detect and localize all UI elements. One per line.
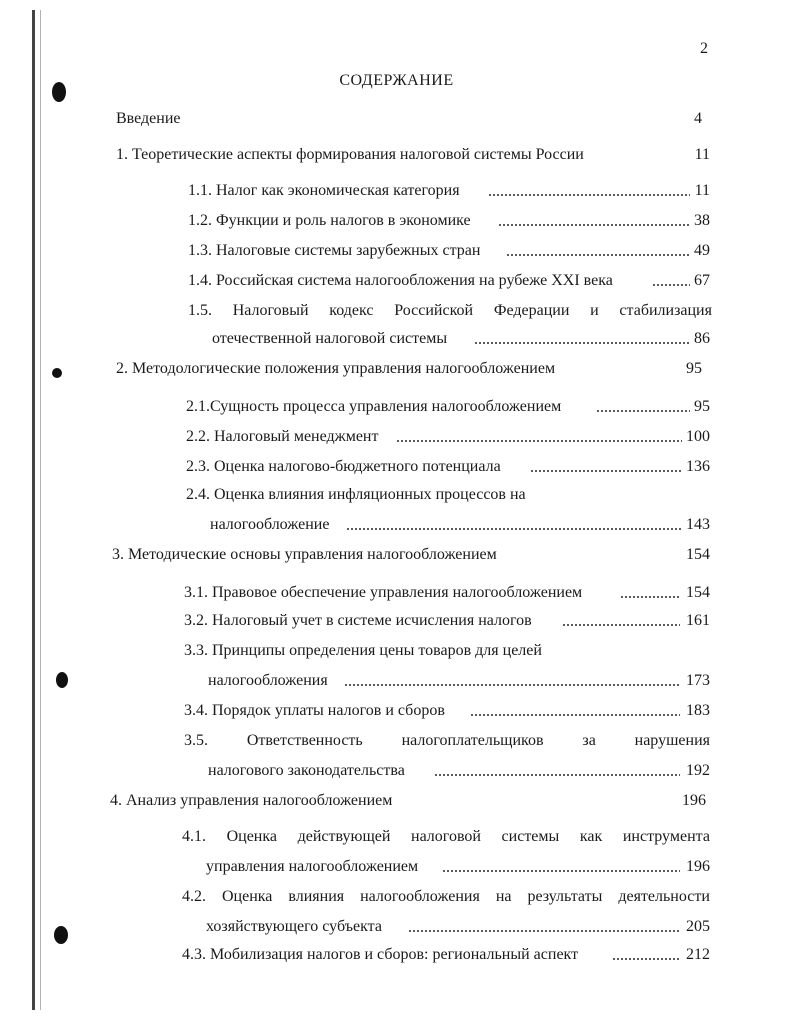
leader-dots: [346, 521, 682, 533]
toc-section-3-3-line2: налогообложения: [208, 672, 328, 689]
toc-chapter-2-page: 95: [686, 360, 702, 377]
toc-chapter-3: 3. Методические основы управления налогообложением: [112, 546, 497, 563]
toc-section-2-2-page: 100: [686, 428, 710, 445]
toc-section-1-4: 1.4. Российская система налогообложения на рубеже XXI века: [188, 272, 613, 289]
scan-margin-line-thin: [40, 10, 41, 1010]
toc-section-1-3-page: 49: [694, 242, 710, 259]
scan-blot: [54, 926, 68, 944]
toc-section-3-2: 3.2. Налоговый учет в системе исчисления налогов: [184, 612, 532, 629]
scan-blot: [52, 368, 62, 378]
toc-section-2-2: 2.2. Налоговый менеджмент: [186, 428, 379, 445]
toc-section-1-2-page: 38: [694, 212, 710, 229]
leader-dots: [620, 589, 680, 601]
toc-section-1-5-line2: отечественной налоговой системы: [212, 330, 448, 347]
toc-section-4-1-line1: 4.1. Оценка действующей налоговой системы как инструмента: [182, 828, 710, 845]
toc-section-3-5-page: 192: [686, 762, 710, 779]
leader-dots: [474, 335, 690, 347]
toc-section-2-4-line2: налогообложение: [210, 516, 330, 533]
leader-dots: [498, 217, 690, 229]
toc-section-1-5-page: 86: [694, 330, 710, 347]
toc-section-3-1-page: 154: [686, 584, 710, 601]
toc-section-1-5-line1: 1.5. Налоговый кодекс Российской Федерации и стабилизация: [188, 302, 712, 319]
toc-section-3-1: 3.1. Правовое обеспечение управления налогообложением: [184, 584, 583, 601]
toc-section-2-4-line1: 2.4. Оценка влияния инфляционных процессов на: [186, 486, 526, 503]
toc-section-3-5-line1: 3.5. Ответственность налогоплательщиков за нарушения: [184, 732, 710, 749]
toc-section-4-2-line1: 4.2. Оценка влияния налогообложения на результаты деятельности: [182, 888, 710, 905]
scan-blot: [56, 672, 68, 688]
toc-section-4-2-page: 205: [686, 918, 710, 935]
toc-section-2-1-page: 95: [694, 398, 710, 415]
toc-intro-page: 4: [694, 110, 702, 127]
toc-section-4-1-line2: управления налогообложением: [206, 858, 419, 875]
toc-section-2-4-page: 143: [686, 516, 710, 533]
page-title: СОДЕРЖАНИЕ: [339, 72, 454, 89]
toc-section-3-2-page: 161: [686, 612, 710, 629]
leader-dots: [652, 277, 690, 289]
toc-section-3-4-page: 183: [686, 702, 710, 719]
leader-dots: [442, 863, 680, 875]
leader-dots: [488, 187, 690, 199]
toc-section-2-3: 2.3. Оценка налогово-бюджетного потенциала: [186, 458, 501, 475]
toc-section-4-3-page: 212: [686, 946, 710, 963]
leader-dots: [612, 951, 680, 963]
leader-dots: [434, 767, 680, 779]
toc-section-4-1-page: 196: [686, 858, 710, 875]
scan-margin-line: [32, 10, 35, 1010]
leader-dots: [506, 247, 690, 259]
leader-dots: [396, 433, 682, 445]
leader-dots: [408, 923, 680, 935]
leader-dots: [470, 707, 680, 719]
leader-dots: [344, 677, 680, 689]
toc-section-1-4-page: 67: [694, 272, 710, 289]
toc-chapter-1: 1. Теоретические аспекты формирования налоговой системы России: [116, 146, 584, 163]
leader-dots: [530, 463, 682, 475]
toc-section-1-3: 1.3. Налоговые системы зарубежных стран: [188, 242, 481, 259]
leader-dots: [562, 617, 680, 629]
toc-section-4-2-line2: хозяйствующего субъекта: [206, 918, 382, 935]
toc-section-2-3-page: 136: [686, 458, 710, 475]
toc-chapter-4: 4. Анализ управления налогообложением: [110, 792, 393, 809]
toc-section-1-2: 1.2. Функции и роль налогов в экономике: [188, 212, 471, 229]
toc-section-4-3: 4.3. Мобилизация налогов и сборов: региональный аспект: [182, 946, 579, 963]
toc-chapter-1-page: 11: [694, 146, 710, 163]
toc-chapter-4-page: 196: [682, 792, 706, 809]
toc-intro: Введение: [116, 110, 181, 127]
toc-section-1-1-page: 11: [694, 182, 710, 199]
toc-section-2-1: 2.1.Сущность процесса управления налогообложением: [186, 398, 562, 415]
leader-dots: [596, 403, 690, 415]
toc-section-3-3-page: 173: [686, 672, 710, 689]
toc-section-3-4: 3.4. Порядок уплаты налогов и сборов: [184, 702, 445, 719]
toc-section-3-3-line1: 3.3. Принципы определения цены товаров для целей: [184, 642, 542, 659]
page-number: 2: [700, 40, 708, 57]
toc-chapter-2: 2. Методологические положения управления налогообложением: [116, 360, 556, 377]
toc-section-3-5-line2: налогового законодательства: [208, 762, 405, 779]
toc-section-1-1: 1.1. Налог как экономическая категория: [188, 182, 460, 199]
toc-chapter-3-page: 154: [686, 546, 710, 563]
